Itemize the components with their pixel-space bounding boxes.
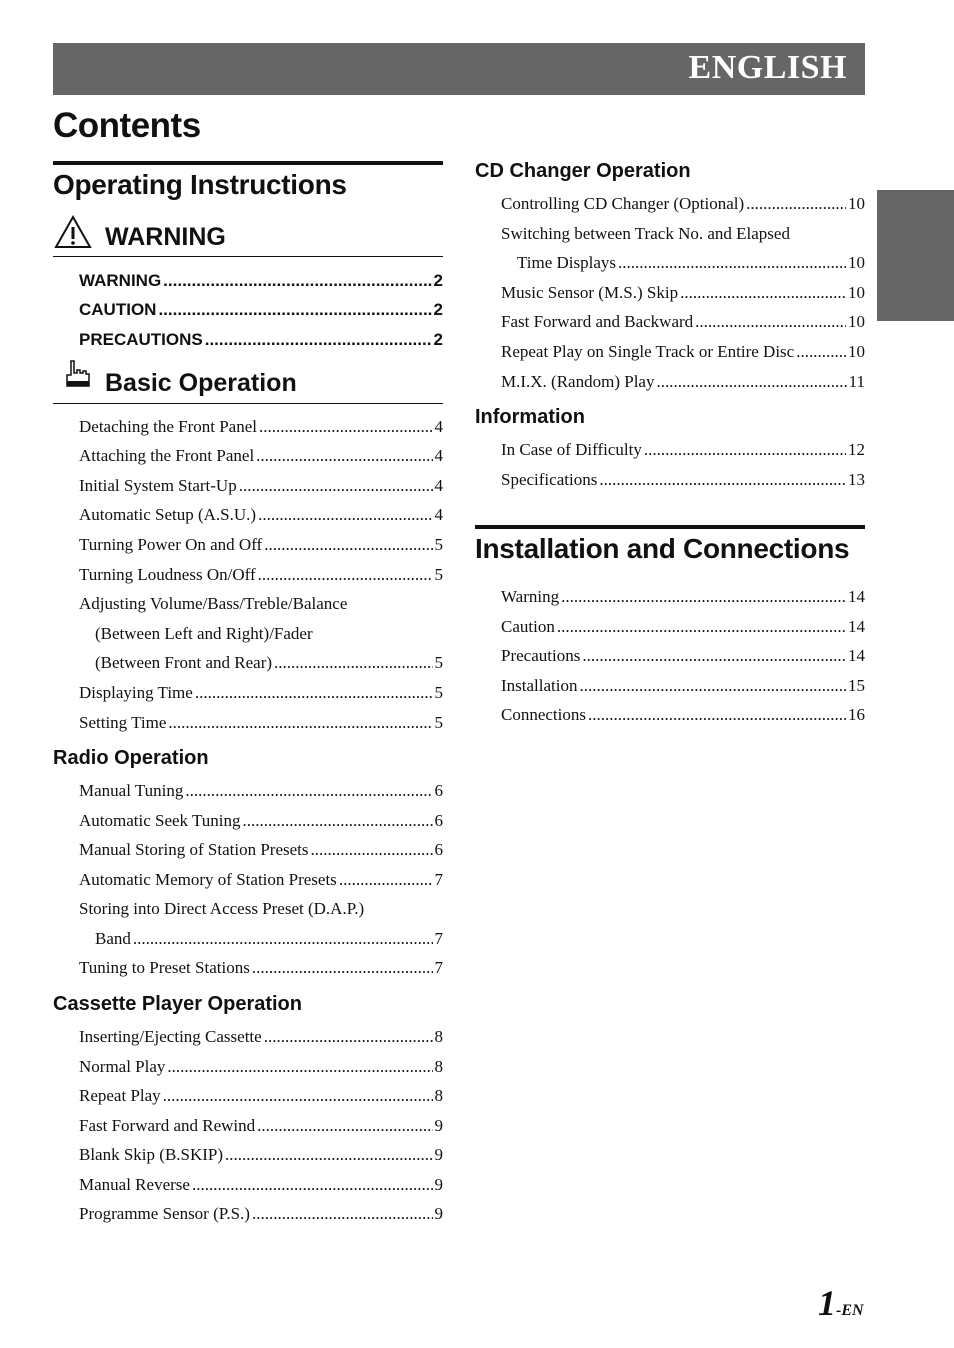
toc-entry-line[interactable]: Adjusting Volume/Bass/Treble/Balance (79, 594, 348, 613)
toc-entry[interactable]: PRECAUTIONS ..... 2 (79, 328, 443, 352)
toc-entry[interactable]: Fast Forward and Rewind ..... 9 (79, 1114, 443, 1138)
toc-entry[interactable]: Inserting/Ejecting Cassette ..... 8 (79, 1025, 443, 1049)
toc-entry[interactable]: Displaying Time ..... 5 (79, 681, 443, 705)
toc-entry[interactable]: (Between Front and Rear) ..... 5 (95, 651, 443, 675)
subsection-rule (53, 256, 443, 257)
language-banner (53, 43, 865, 95)
page-number: 1-EN (818, 1283, 864, 1323)
page-title: Contents (53, 106, 201, 145)
toc-entry[interactable]: M.I.X. (Random) Play ..... 11 (501, 370, 865, 394)
toc-entry[interactable]: Setting Time ..... 5 (79, 711, 443, 735)
toc-entry[interactable]: In Case of Difficulty ..... 12 (501, 438, 865, 462)
language-label: ENGLISH (688, 49, 847, 86)
toc-entry[interactable]: Programme Sensor (P.S.) ..... 9 (79, 1202, 443, 1226)
cassette-operation-heading: Cassette Player Operation (53, 993, 302, 1015)
operating-instructions-heading: Operating Instructions (53, 169, 347, 200)
toc-entry[interactable]: Detaching the Front Panel ..... 4 (79, 415, 443, 439)
warning-heading: WARNING (105, 223, 226, 251)
toc-entry[interactable]: WARNING ..... 2 (79, 269, 443, 293)
side-tab (877, 190, 954, 321)
section-rule (475, 525, 865, 529)
toc-entry[interactable]: Blank Skip (B.SKIP) ..... 9 (79, 1143, 443, 1167)
installation-heading: Installation and Connections (475, 533, 850, 564)
toc-entry[interactable]: Manual Reverse ..... 9 (79, 1173, 443, 1197)
toc-entry[interactable]: Installation ..... 15 (501, 674, 865, 698)
toc-entry[interactable]: Fast Forward and Backward ..... 10 (501, 310, 865, 334)
toc-entry-line[interactable]: (Between Left and Right)/Fader (95, 624, 313, 643)
radio-operation-heading: Radio Operation (53, 747, 209, 769)
warning-triangle-icon (53, 214, 93, 250)
toc-entry[interactable]: Specifications ..... 13 (501, 468, 865, 492)
toc-entry[interactable]: Caution ..... 14 (501, 615, 865, 639)
pointing-hand-icon (63, 358, 93, 388)
toc-entry[interactable]: Warning ..... 14 (501, 585, 865, 609)
toc-entry-line[interactable]: Switching between Track No. and Elapsed (501, 224, 790, 243)
toc-entry[interactable]: Tuning to Preset Stations ..... 7 (79, 956, 443, 980)
information-heading: Information (475, 406, 585, 428)
toc-entry[interactable]: Precautions ..... 14 (501, 644, 865, 668)
toc-entry[interactable]: Initial System Start-Up ..... 4 (79, 474, 443, 498)
cd-changer-heading: CD Changer Operation (475, 160, 691, 182)
toc-entry[interactable]: Manual Tuning ..... 6 (79, 779, 443, 803)
toc-entry[interactable]: Automatic Setup (A.S.U.) ..... 4 (79, 503, 443, 527)
toc-entry[interactable]: Band ..... 7 (95, 927, 443, 951)
toc-entry[interactable]: Turning Power On and Off ..... 5 (79, 533, 443, 557)
section-rule (53, 161, 443, 165)
toc-entry[interactable]: CAUTION ..... 2 (79, 298, 443, 322)
toc-entry[interactable]: Turning Loudness On/Off ..... 5 (79, 563, 443, 587)
toc-entry[interactable]: Manual Storing of Station Presets ..... 6 (79, 838, 443, 862)
toc-entry[interactable]: Connections ..... 16 (501, 703, 865, 727)
toc-entry-line[interactable]: Storing into Direct Access Preset (D.A.P.) (79, 899, 365, 918)
subsection-rule (53, 403, 443, 404)
basic-operation-heading: Basic Operation (105, 369, 297, 397)
toc-entry[interactable]: Time Displays ..... 10 (517, 251, 865, 275)
toc-entry[interactable]: Attaching the Front Panel ..... 4 (79, 444, 443, 468)
toc-entry[interactable]: Automatic Seek Tuning ..... 6 (79, 809, 443, 833)
toc-entry[interactable]: Music Sensor (M.S.) Skip ..... 10 (501, 281, 865, 305)
toc-entry[interactable]: Controlling CD Changer (Optional) ..... 10 (501, 192, 865, 216)
toc-entry[interactable]: Automatic Memory of Station Presets ..... 7 (79, 868, 443, 892)
toc-entry[interactable]: Repeat Play ..... 8 (79, 1084, 443, 1108)
page-number-suffix: -EN (836, 1302, 864, 1319)
toc-entry[interactable]: Repeat Play on Single Track or Entire Disc ..... 10 (501, 340, 865, 364)
toc-entry[interactable]: Normal Play ..... 8 (79, 1055, 443, 1079)
